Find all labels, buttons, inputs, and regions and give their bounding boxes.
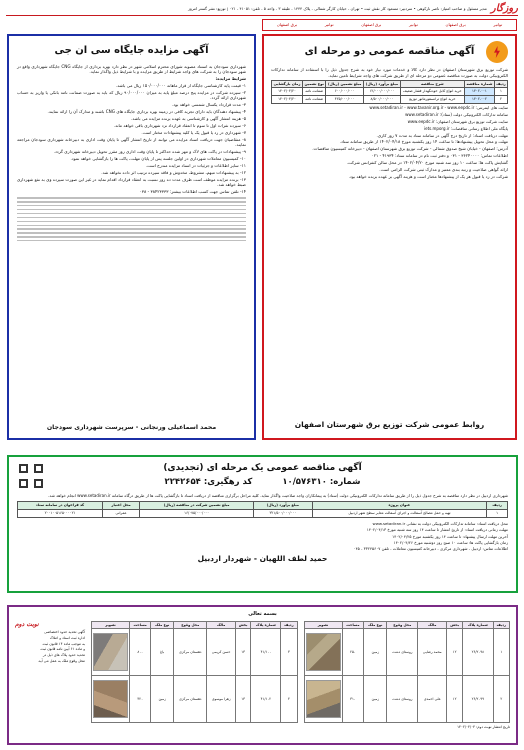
column-header: بخش — [447, 621, 463, 629]
registry-title: بسمه تعالی — [248, 611, 277, 617]
table-cell: ۸/۵۰۰/۰۰۰/۰۰۰ — [364, 96, 401, 104]
ardabil-municipality-logo-icon — [17, 462, 45, 490]
column-header: محل اعتبار — [103, 502, 140, 510]
table-cell: ۲۵۰ — [342, 629, 364, 676]
table-cell: ۱۲/۰۰۰/۰۰۰/۰۰۰ — [364, 88, 401, 96]
sponsor-strip — [262, 19, 517, 31]
masthead-brand: روزگار — [490, 3, 518, 15]
sponsor-label: توانیر — [324, 22, 334, 28]
auction-paragraph: ۱۴- تلفن تماس جهت کسب اطلاعات بیشتر: ۳۸۴۲۳۳۳۳ - ۰۳۸ — [139, 189, 246, 195]
column-header: نوع ملک — [364, 621, 387, 629]
table-cell: ۲ — [494, 96, 507, 104]
column-header: زمان بازگشایی — [272, 80, 303, 88]
table-cell: ۴۲۵/۰۰۰/۰۰۰ — [326, 96, 364, 104]
table-row — [272, 96, 508, 104]
auction-paragraph: شرایط مزایده: — [215, 76, 246, 82]
table-cell: ۱۲ — [447, 676, 463, 723]
column-header: نوع تضمین — [303, 80, 326, 88]
aerial-photo — [93, 633, 128, 671]
side-text: آگهی تحدید حدود اختصاصی — [44, 629, 85, 634]
table-cell: ۱۶/۰۷۵/۰۰۰/۰۰۰ — [140, 510, 254, 518]
side-text: به موجب ماده ۱۴ قانون ثبت — [42, 641, 85, 646]
table-cell: ۴ — [281, 676, 297, 723]
number-group: شماره: ۱۰/۵۷۶۳۱۰ — [282, 477, 361, 488]
table-cell: ۱ — [494, 88, 507, 96]
auction-paragraph: ۹- پیشنهادات در پاکت های لاک و مهر شده حداکثر تا پایان وقت اداری روز مقرر تحویل دبیرخانه شهرداری گردد. — [53, 149, 246, 155]
auction-ad-cng-station — [7, 34, 256, 440]
ardabil-table — [17, 501, 508, 518]
table-row — [304, 676, 510, 723]
tender-signature: روابط عمومی شرکت توزیع برق شهرستان اصفهان — [294, 419, 485, 429]
table-cell: ۲۶/۲۰۹۹ — [462, 676, 493, 723]
ardabil-signature: حمید لطف اللهیان - شهردار اردبیل — [197, 554, 328, 564]
column-header: شماره پلاک — [251, 621, 281, 629]
tender-note: آدرس: اصفهان - خیابان شیخ صدوق شمالی - شرکت توزیع برق شهرستان اصفهان - دبیرخانه کمیسیون مناقصات. — [312, 146, 508, 152]
registry-table-left — [91, 621, 298, 723]
table-cell: باغ — [151, 629, 174, 676]
column-header: مبلغ برآورد (ریال) — [254, 502, 313, 510]
column-header: ردیف — [281, 621, 297, 629]
ardabil-title: آگهی مناقصه عمومی یک مرحله ای (تجدیدی) — [163, 463, 362, 473]
side-text: اداره ثبت اسناد و املاک — [49, 635, 85, 640]
auction-paragraph: ۷- شهرداری در رد یا قبول یک یا کلیه پیشنهادات مختار است. — [141, 129, 246, 135]
table-cell: ۲۶/۲۰۹۸ — [462, 629, 493, 676]
column-header: شرح مناقصه — [400, 80, 464, 88]
ardabil-reference — [45, 477, 480, 488]
tender-note: مهلت دریافت اسناد: از تاریخ درج آگهی در سامانه ستاد به مدت ۷ روز کاری. — [376, 132, 508, 138]
tender-note: ارائه گواهی صلاحیت و رتبه بندی معتبر و مدارک ثبتی شرکت الزامی است. — [379, 166, 508, 172]
ardabil-note: آخرین مهلت ارسال پیشنهاد: تا ساعت ۱۴ روز یکشنبه مورخ ۱۴۰۲/۰۴/۲۵ — [392, 533, 508, 539]
table-header-row — [272, 80, 508, 88]
table-cell: حسن کریمی — [207, 629, 235, 676]
column-header: محل وقوع — [174, 621, 207, 629]
table-cell: عمرانی — [103, 510, 140, 518]
table-cell: روستای دشت — [387, 676, 418, 723]
auction-paragraph: ۲- سپرده شرکت در مزایده پنج درصد مبلغ پایه به میزان ۹۰/۰۰۰/۰۰۰ ریال که باید به صورت ضمانت نامه بانکی یا واریز به حساب شهرداری ارائه گردد. — [17, 89, 246, 101]
column-header: تصویر — [304, 621, 342, 629]
table-cell: ۸۰۰ — [130, 629, 151, 676]
table-cell: ۲ — [493, 676, 509, 723]
tracking-code: ۲۲۴۲۶۵۴ — [164, 477, 201, 488]
auction-paragraph: ۴- پیشنهاد دهندگان باید دارای تجربه کافی در زمینه بهره برداری جایگاه های CNG باشند و مدارک آن را ارائه نمایند. — [47, 109, 246, 115]
table-cell: دهستان مرکزی — [174, 629, 207, 676]
ardabil-note: مهلت زمانی دریافت اسناد: از تاریخ انتشار تا ساعت ۱۴ روز سه شنبه مورخ ۱۴۰۲/۰۴/۱۳ — [366, 527, 508, 533]
table-header-row — [304, 621, 510, 629]
column-header: مبلغ تضمین (ریال) — [326, 80, 364, 88]
table-cell: ۶۰۰/۰۰۰/۰۰۰ — [326, 88, 364, 96]
ardabil-header — [17, 462, 508, 490]
table-cell: ۴۱/۱۰۰ — [251, 629, 281, 676]
table-cell: ۴۲۰ — [130, 676, 151, 723]
aerial-photo — [93, 680, 128, 718]
table-cell: ۴۱/۱۰۲ — [251, 676, 281, 723]
column-header: مساحت — [130, 621, 151, 629]
side-text: و ماده ۶۱ آیین نامه قانون ثبت — [40, 647, 85, 652]
column-header: عنوان پروژه — [312, 502, 487, 510]
registry-footer: تاریخ انتشار نوبت دوم: ۱۴۰۲/۰۴/۰۳ — [457, 724, 510, 729]
second-notice-stamp: نوبت دوم — [15, 620, 39, 628]
auction-paragraph: ۵- هزینه انتشار آگهی و کارشناسی به عهده برنده مزایده می باشد. — [131, 116, 246, 121]
tender-website-list — [271, 105, 508, 131]
table-cell: ۱۴۰۲/۰۴/۲۰ — [272, 88, 303, 96]
auction-paragraph: ۱۳- برنده مزایده موظف است ظرف مدت ده روز نسبت به انعقاد قرارداد اقدام نماید در غیر این صورت سپرده وی به نفع شهرداری ضبط خواهد شد. — [17, 176, 246, 188]
tender-ad-ardabil — [7, 455, 518, 593]
column-header: ردیف — [487, 502, 508, 510]
website-link[interactable]: سامانه تدارکات الکترونیکی دولت (ستاد): www.setadiran.ir — [405, 112, 508, 118]
auction-paragraph: ۱۰- کمیسیون معاملات شهرداری در اولین جلسه پس از پایان مهلت، پاکت ها را بازگشایی خواهد نمود. — [70, 155, 246, 161]
registry-side-column — [15, 621, 85, 723]
masthead — [6, 3, 518, 16]
sponsor-label: توانیر — [493, 22, 503, 28]
column-header: کد فراخوان در سامانه ستاد — [18, 502, 103, 510]
column-header: مالک — [418, 621, 447, 629]
table-cell: ۱ — [493, 629, 509, 676]
ardabil-note: اطلاعات تماس: اردبیل - شهرداری مرکزی - دبیرخانه کمیسیون معاملات - تلفن ۳۳۲۴۵۶۰۷ - ۰۴۵ — [353, 546, 508, 552]
table-cell: زهرا موسوی — [207, 676, 235, 723]
table-cell: دهستان مرکزی — [174, 676, 207, 723]
tender-note: مهلت و محل تحویل پیشنهادها: تا ساعت ۱۴ روز یکشنبه مورخ ۱۴۰۲/۰۴/۱۸ از طریق سامانه ستاد. — [339, 139, 508, 145]
tender-note: شرکت در رد یا قبول هر یک از پیشنهادها مختار است و هزینه آگهی بر عهده برنده خواهد بود. — [348, 173, 508, 179]
column-header: نوع ملک — [151, 621, 174, 629]
auction-paragraph: ۶- سپرده نفرات اول تا سوم تا انعقاد قرارداد نزد شهرداری باقی خواهد ماند. — [113, 122, 246, 128]
table-cell: زمین — [364, 629, 387, 676]
table-cell: ۱۳ — [235, 629, 250, 676]
column-header: شماره مناقصه — [464, 80, 494, 88]
sponsor-label: برق اصفهان — [361, 22, 382, 28]
aerial-photo — [306, 633, 341, 671]
side-text: تحدید حدود پلاک های ذیل در — [42, 653, 85, 658]
sponsor-label: برق اصفهان — [276, 22, 298, 28]
tender-title: آگهی مناقصه عمومی دو مرحله ای — [304, 46, 475, 58]
tender-note: گشایش پاکت ها: ساعت ۱۰ روز سه شنبه مورخ ۱۴۰۲/۰۴/۲۰ در محل سالن کنفرانس شرکت. — [346, 160, 508, 166]
ardabil-notes — [17, 521, 508, 551]
table-cell: ضمانت نامه — [303, 96, 326, 104]
column-header: مالک — [207, 621, 235, 629]
auction-paragraph: ۳- مدت قرارداد یکسال شمسی خواهد بود. — [171, 102, 246, 108]
table-row — [92, 629, 298, 676]
table-cell: ضمانت نامه — [303, 88, 326, 96]
sponsor-label: برق اصفهان — [445, 22, 466, 28]
column-header: مساحت — [342, 621, 364, 629]
auction-paragraph: ۱- قیمت پایه کارشناسی جایگاه از قرار ماهانه ۱۵۰/۰۰۰/۰۰۰ ریال می باشد. — [115, 82, 246, 88]
tender-note: اطلاعات تماس: ۳۶۲۴۰۰۰۰ - ۰۳۱ و دفتر ثبت نام در سامانه ستاد: ۴۱۹۳۴ - ۰۲۱ — [371, 153, 508, 159]
power-company-logo-icon — [486, 41, 508, 63]
column-header: مبلغ برآورد (ریال) — [364, 80, 401, 88]
table-cell: محمد رضایی — [418, 629, 447, 676]
table-cell: ۱۴۰۲/۰۴/۲۰ — [272, 96, 303, 104]
column-header: مبلغ تضمین شرکت در مناقصه (ریال) — [140, 502, 254, 510]
table-cell: ۳ — [281, 629, 297, 676]
tender-table — [271, 80, 508, 105]
auction-body — [17, 64, 246, 195]
column-header: ردیف — [494, 80, 507, 88]
ardabil-note: زمان بازگشایی پاکت ها: ساعت ۱۰ صبح روز دوشنبه مورخ ۱۴۰۲/۰۴/۲۶ — [393, 539, 508, 545]
auction-paragraph: شهرداری سودجان به استناد مصوبه شورای محترم اسلامی شهر در نظر دارد بهره برداری از جایگاه CNG جایگاه شهرداری واقع در شهر سودجان را به شرکت های واجد شرایط از طریق مزایده و با شرایط ذیل واگذار نماید. — [17, 63, 246, 75]
table-header-row — [92, 621, 298, 629]
table-cell: روستای دشت — [387, 629, 418, 676]
website-link[interactable]: سایت شرکت توزیع برق شهرستان اصفهان: www.eepdc.ir — [407, 119, 508, 125]
website-link[interactable]: سایت های اینترنتی: www.setadiran.ir - www.tavanir.org.ir - www.eepdc.ir — [369, 105, 508, 111]
auction-signature: محمد اسماعیلی ورنجانی - سرپرست شهرداری سودجان — [46, 423, 217, 431]
sponsor-label: توانیر — [409, 22, 418, 28]
tender-header — [271, 41, 508, 63]
text-placeholder-lines — [17, 197, 246, 241]
table-row — [272, 88, 508, 96]
ardabil-note: محل دریافت اسناد: سامانه تدارکات الکترونیکی دولت به نشانی www.setadiran.ir — [372, 521, 508, 527]
table-cell: ۳۱۰ — [342, 676, 364, 723]
table-cell: ۱۳ — [235, 676, 250, 723]
table-row — [92, 676, 298, 723]
table-cell: خرید انواع ترانسفورماتور توزیع — [400, 96, 464, 104]
table-cell: ۲۰۰۱۰۰۵۱۶۵۰۰۰۰۲۱ — [18, 510, 103, 518]
table-cell: ۱۴۰۲-۰۰۱ — [464, 88, 494, 96]
auction-title: آگهی مزایده جایگاه سی ان جی — [54, 45, 209, 56]
auction-paragraph: ۸- متقاضیان جهت دریافت اسناد مزایده می توانند از تاریخ انتشار آگهی تا پایان وقت اداری به دبیرخانه شهرداری سودجان مراجعه نمایند. — [17, 136, 246, 148]
number-label: شماره — [333, 477, 361, 488]
table-cell: ۱۲ — [447, 629, 463, 676]
registry-notice — [7, 605, 518, 745]
auction-paragraph: ۱۲- به پیشنهادات مبهم، مشروط، مخدوش و فاقد سپرده ترتیب اثر داده نخواهد شد. — [101, 169, 246, 175]
tracking-group: کد رهگیری: ۲۲۴۲۶۵۴ — [164, 477, 253, 488]
website-link[interactable]: پایگاه ملی اطلاع رسانی مناقصات: iets.mporg.ir — [424, 125, 508, 131]
table-row — [304, 629, 510, 676]
column-header: تصویر — [92, 621, 130, 629]
column-header: ردیف — [493, 621, 509, 629]
table-cell: ۳۲۱/۵۰۰/۰۰۰/۰۰۰ — [254, 510, 313, 518]
tender-notes — [271, 133, 508, 180]
column-header: بخش — [235, 621, 250, 629]
table-row — [18, 510, 508, 518]
table-cell: ۱ — [487, 510, 508, 518]
auction-paragraph: ۱۱- سایر اطلاعات و جزئیات در اسناد مزایده مندرج است. — [145, 162, 246, 168]
tracking-label: کد رهگیری — [207, 477, 253, 488]
table-cell: زمین — [151, 676, 174, 723]
column-header: شماره پلاک — [462, 621, 493, 629]
ardabil-intro: شهرداری اردبیل در نظر دارد مناقصه به شرح جدول ذیل را از طریق سامانه تدارکات الکترونیکی دولت (ستاد) به پیمانکاران واجد صلاحیت واگذار نماید. کلیه مراحل برگزاری مناقصه از دریافت اسناد تا بازگشایی پاکت ها از طریق درگاه سامانه www.setadiran.ir انجام خواهد شد. — [48, 493, 508, 498]
column-header: محل وقوع — [387, 621, 418, 629]
table-cell: ۱۴۰۲-۰۰۲ — [464, 96, 494, 104]
tender-number: ۱۰/۵۷۶۳۱۰ — [282, 477, 327, 488]
table-cell: زمین — [364, 676, 387, 723]
side-text: محل وقوع ملک به عمل می آید. — [37, 659, 85, 664]
table-cell: علی احمدی — [418, 676, 447, 723]
masthead-info: مدیر مسئول و صاحب امتیاز: ناصر نارکوهی • سردبیر: مسعود کار نقش ثبت • تهران - خیابان کارگر شمالی - پلاک ۱۴۴۴ - طبقه ۳ - واحد ۵ - تلفن: ۴۱۰۵۱ - ۰۲۱ | توزیع: نشر گستر امروز — [188, 6, 487, 12]
tender-intro: شرکت توزیع برق شهرستان اصفهان در نظر دارد کالا و خدمات مورد نیاز خود به شرح جدول ذیل را با استفاده از سامانه تدارکات الکترونیکی دولت به صورت مناقصه عمومی دو مرحله ای از طریق شرکت های واجد شرایط تامین نماید. — [271, 67, 508, 78]
aerial-photo — [306, 680, 341, 718]
table-cell: تهیه و حمل مصالح آسفالت و اجرای آسفالت معابر سطح شهر اردبیل — [312, 510, 487, 518]
table-cell: خرید انواع کابل خودنگهدار فشار ضعیف — [400, 88, 464, 96]
table-header-row — [18, 502, 508, 510]
registry-table-right — [304, 621, 511, 723]
tender-ad-isfahan-power — [262, 34, 517, 440]
